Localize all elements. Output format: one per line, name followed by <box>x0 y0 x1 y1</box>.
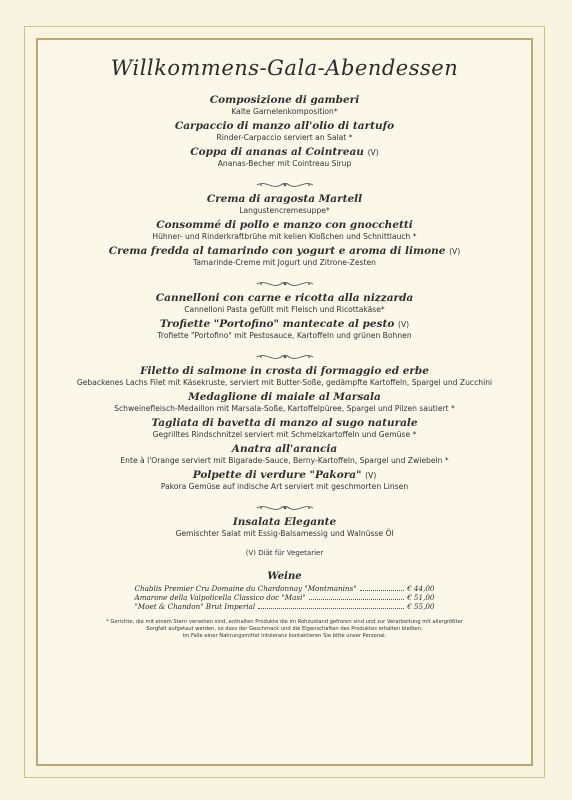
dish-description: Rinder-Carpaccio serviert an Salat * <box>216 133 353 142</box>
vegetarian-note: (V) Diät für Vegetarier <box>245 549 324 557</box>
course-4 <box>40 365 529 492</box>
dish-name: Anatra all'arancia <box>231 443 338 455</box>
dish-description: Gebackenes Lachs Filet mit Käsekruste, serviert mit Butter-Soße, gedämpfte Kartoffeln, Spargel und Zucchini <box>76 378 493 387</box>
wine-price: € 55,00 <box>407 602 435 611</box>
course-3 <box>40 292 529 341</box>
ornament-divider <box>255 274 315 284</box>
dish <box>40 516 529 539</box>
dish-name-row <box>40 318 529 331</box>
footnote <box>75 619 495 640</box>
dish-name: Trofiette "Portofino" mantecate al pesto <box>159 318 395 330</box>
wine-price: € 44,00 <box>407 584 435 593</box>
dish-name: Filetto di salmone in crosta di formaggio ed erbe <box>140 365 429 377</box>
dish <box>40 120 529 143</box>
dish-description: Tamarinde-Creme mit Jogurt und Zitrone-Zesten <box>193 258 376 267</box>
dish-name: Carpaccio di manzo all'olio di tartufo <box>174 120 395 132</box>
dish-name: Coppa di ananas al Cointreau <box>190 146 364 158</box>
wine-row <box>135 593 435 602</box>
dish <box>40 469 529 492</box>
dish-description: Kalte Garnelenkomposition* <box>231 107 338 116</box>
dish-description: Gemischter Salat mit Essig-Balsamessig und Walnüsse Öl <box>175 529 394 538</box>
dish-description: Trofiette "Portofino" mit Pestosauce, Kartoffeln und grünen Bohnen <box>157 331 412 340</box>
ornament-divider <box>255 347 315 357</box>
wine-row <box>135 584 435 593</box>
wine-row <box>135 602 435 611</box>
dish-name: Insalata Elegante <box>232 516 337 528</box>
menu-title: Willkommens-Gala-Abendessen <box>110 56 459 80</box>
dish <box>40 193 529 216</box>
leader-dots <box>309 593 404 600</box>
dish <box>40 318 529 341</box>
dish <box>40 146 529 169</box>
courses-container <box>40 94 529 539</box>
dish <box>40 365 529 388</box>
dish-name-row <box>40 146 529 159</box>
leader-dots <box>258 602 404 609</box>
dish <box>40 417 529 440</box>
vegetarian-mark: (V) <box>365 471 377 480</box>
dish-name-row <box>40 245 529 258</box>
wine-price: € 51,00 <box>407 593 435 602</box>
ornament-divider <box>255 498 315 508</box>
course-2 <box>40 193 529 268</box>
dish-name: Polpette di verdure "Pakora" <box>192 469 362 481</box>
dish-name: Medaglione di maiale al Marsala <box>188 391 381 403</box>
ornament-divider <box>255 175 315 185</box>
menu-content <box>40 56 529 640</box>
vegetarian-mark: (V) <box>449 247 461 256</box>
dish-name: Crema fredda al tamarindo con yogurt e aroma di limone <box>108 245 446 257</box>
dish-description: Gegrilltes Rindschnitzel serviert mit Schmelzkartoffeln und Gemüse * <box>152 430 417 439</box>
wine-name: "Moet & Chandon" Brut Imperial <box>134 602 256 611</box>
vegetarian-mark: (V) <box>367 148 379 157</box>
vegetarian-mark: (V) <box>398 320 410 329</box>
dish-name: Cannelloni con carne e ricotta alla nizzarda <box>155 292 414 304</box>
dish-description: Cannelloni Pasta gefüllt mit Fleisch und Ricottakäse* <box>184 305 385 314</box>
dish <box>40 219 529 242</box>
dish <box>40 292 529 315</box>
dish-name: Tagliata di bavetta di manzo al sugo naturale <box>151 417 418 429</box>
wine-title: Weine <box>267 571 302 582</box>
dish <box>40 94 529 117</box>
footnote-line: * Gerichte, die mit einem Stern versehen sind, enthalten Produkte die im Rohzustand gefroren sind und zur Verarbeitung mit allergrößter <box>106 619 463 625</box>
dish-description: Ananas-Becher mit Cointreau Sirup <box>217 159 352 168</box>
course-1 <box>40 94 529 169</box>
wine-list <box>135 584 435 611</box>
dish-name-row <box>40 469 529 482</box>
course-5 <box>40 516 529 539</box>
wine-name: Amarone della Valpolicella Classico doc "Masi" <box>134 593 306 602</box>
footnote-line: Im Falle einer Nahrungsmittel Intoleranz kontaktieren Sie bitte unser Personal. <box>182 633 387 639</box>
dish-name: Composizione di gamberi <box>209 94 360 106</box>
dish-description: Ente à l'Orange serviert mit Bigarade-Sauce, Berny-Kartoffeln, Spargel und Zwiebeln * <box>120 456 449 465</box>
dish-description: Schweinefleisch-Medaillon mit Marsala-Soße, Kartoffelpüree, Spargel und Pilzen sautiert * <box>114 404 455 413</box>
dish <box>40 245 529 268</box>
dish <box>40 443 529 466</box>
leader-dots <box>360 584 405 591</box>
footnote-line: Sorgfalt aufgetaut werden, so dass der Geschmack und die Eigenschaften des Produktes erhalten bleiben. <box>146 626 423 632</box>
dish <box>40 391 529 414</box>
dish-name: Consommé di pollo e manzo con gnocchetti <box>156 219 413 231</box>
wine-name: Chablis Premier Cru Domaine du Chardonnay "Montmanins" <box>134 584 357 593</box>
dish-description: Langustencremesuppe* <box>239 206 330 215</box>
dish-name: Crema di aragosta Martell <box>206 193 363 205</box>
dish-description: Hühner- und Rinderkraftbrühe mit kelien Kloßchen und Schnittlauch * <box>152 232 417 241</box>
dish-description: Pakora Gemüse auf indische Art serviert mit geschmorten Linsen <box>160 482 409 491</box>
